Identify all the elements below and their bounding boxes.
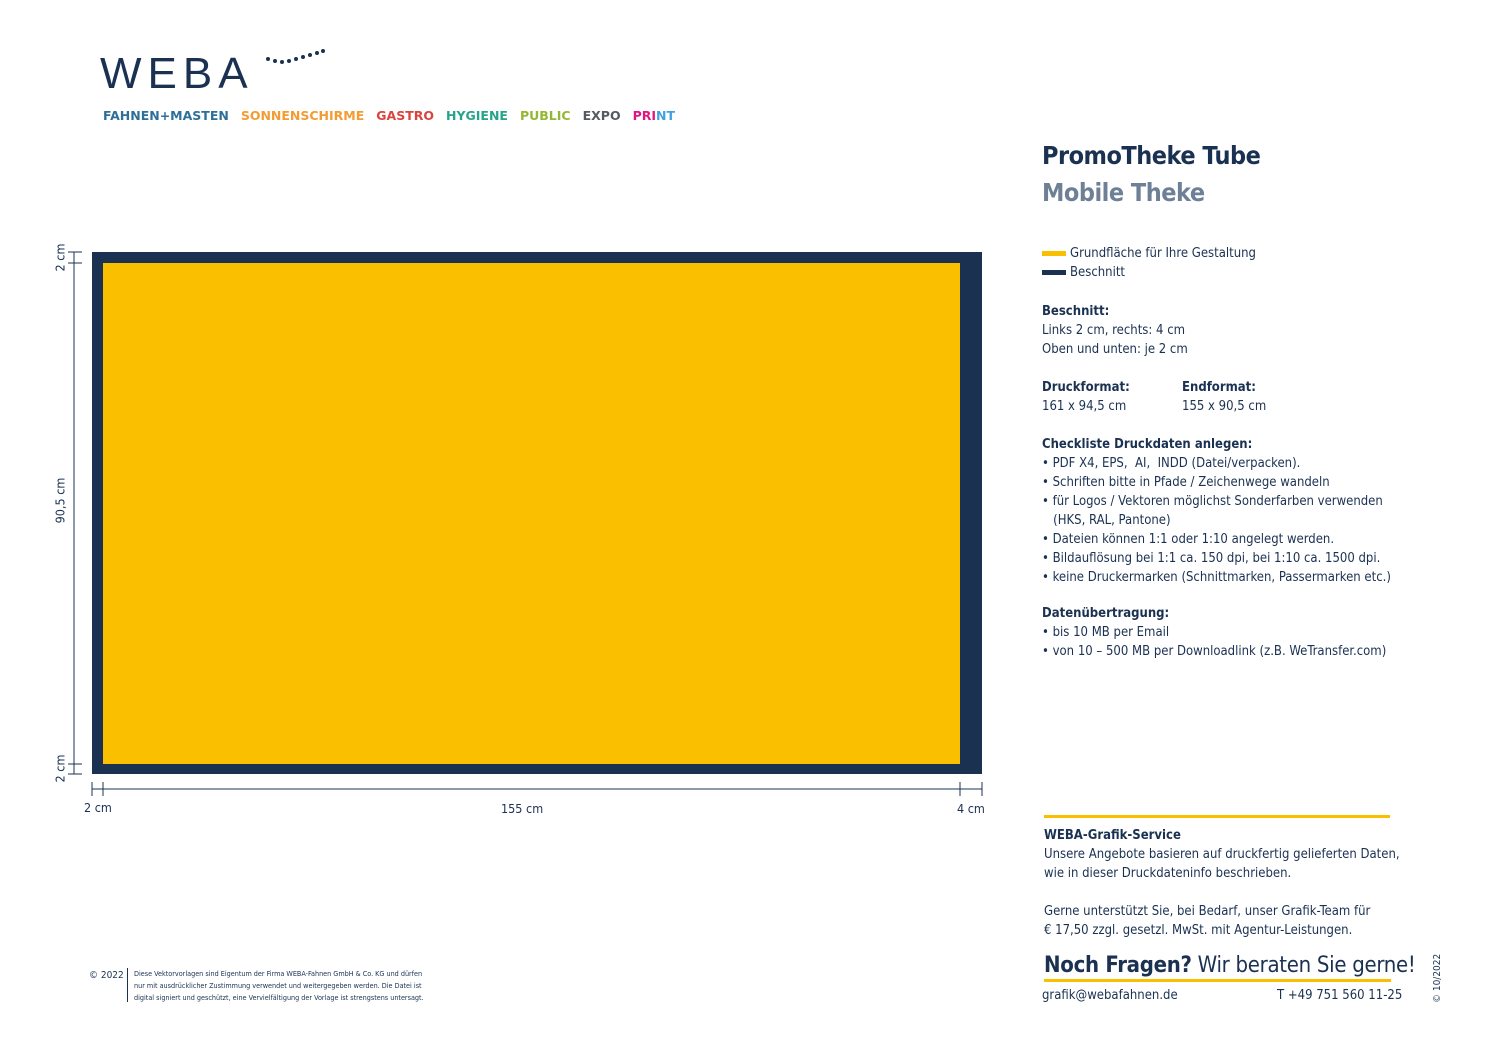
service-line: € 17,50 zzgl. gesetzl. MwSt. mit Agentur-Leistungen. bbox=[1044, 923, 1353, 938]
category-public: PUBLIC bbox=[519, 108, 571, 123]
endformat-heading: Endformat: bbox=[1182, 380, 1256, 395]
product-title: PromoTheke Tube bbox=[1042, 141, 1261, 170]
dim-width-label: 155 cm bbox=[501, 801, 544, 816]
checklist-item: • PDF X4, EPS, AI, INDD (Datei/verpacken). bbox=[1042, 456, 1301, 471]
checklist-block bbox=[1042, 435, 1391, 587]
legal-line: nur mit ausdrücklicher Zustimmung verwendet und weitergegeben werden. Die Datei ist bbox=[134, 981, 422, 990]
transfer-item: • von 10 – 500 MB per Downloadlink (z.B. WeTransfer.com) bbox=[1042, 644, 1387, 659]
transfer-item: • bis 10 MB per Email bbox=[1042, 625, 1170, 640]
service-separator bbox=[1044, 815, 1390, 818]
druckformat-block bbox=[1042, 378, 1130, 416]
service-heading: WEBA-Grafik-Service bbox=[1044, 828, 1181, 843]
dim-left-label: 2 cm bbox=[84, 800, 112, 815]
product-subtitle: Mobile Theke bbox=[1042, 178, 1205, 207]
category-fahnenmasten: FAHNEN+MASTEN bbox=[103, 108, 229, 123]
legend-bleed-swatch bbox=[1042, 270, 1066, 275]
legend-design-label: Grundfläche für Ihre Gestaltung bbox=[1070, 246, 1256, 261]
beschnitt-heading: Beschnitt: bbox=[1042, 304, 1110, 319]
contact-email[interactable]: grafik@webafahnen.de bbox=[1042, 988, 1178, 1003]
dim-right-label: 4 cm bbox=[957, 801, 985, 816]
contact-phone[interactable]: T +49 751 560 11-25 bbox=[1277, 988, 1403, 1003]
druckformat-value: 161 x 94,5 cm bbox=[1042, 399, 1127, 414]
service-line: Gerne unterstützt Sie, bei Bedarf, unser Grafik-Team für bbox=[1044, 904, 1371, 919]
footer-divider bbox=[127, 968, 128, 1002]
legend-bleed-label: Beschnitt bbox=[1070, 265, 1125, 280]
footer-copyright: © 2022 bbox=[89, 970, 124, 981]
service-line bbox=[1044, 883, 1400, 902]
dim-top-label: 2 cm bbox=[52, 243, 68, 272]
dim-bottom-label: 2 cm bbox=[52, 754, 68, 783]
endformat-value: 155 x 90,5 cm bbox=[1182, 399, 1267, 414]
question-bold: Noch Fragen? bbox=[1044, 953, 1192, 978]
weba-logo: WEBA bbox=[100, 49, 254, 98]
endformat-block bbox=[1182, 378, 1266, 416]
checklist-item: • Dateien können 1:1 oder 1:10 angelegt werden. bbox=[1042, 532, 1335, 547]
dim-height-label: 90,5 cm bbox=[52, 477, 68, 524]
checklist-item: • keine Druckermarken (Schnittmarken, Passermarken etc.) bbox=[1042, 570, 1391, 585]
checklist-item: • Schriften bitte in Pfade / Zeichenwege wandeln bbox=[1042, 475, 1330, 490]
checklist-item: • für Logos / Vektoren möglichst Sonderfarben verwenden bbox=[1042, 494, 1383, 509]
category-pri: PRI bbox=[632, 108, 657, 123]
category-gastro: GASTRO bbox=[376, 108, 434, 123]
footer-legal bbox=[134, 968, 424, 1004]
beschnitt-line1: Links 2 cm, rechts: 4 cm bbox=[1042, 323, 1186, 338]
version-label: © 10/2022 bbox=[1432, 953, 1443, 1003]
druckformat-heading: Druckformat: bbox=[1042, 380, 1130, 395]
category-expo: EXPO bbox=[582, 108, 621, 123]
service-block bbox=[1044, 826, 1400, 940]
category-hygiene: HYGIENE bbox=[446, 108, 508, 123]
service-line: Unsere Angebote basieren auf druckfertig gelieferten Daten, bbox=[1044, 847, 1400, 862]
beschnitt-line2: Oben und unten: je 2 cm bbox=[1042, 342, 1188, 357]
category-nt: NT bbox=[656, 108, 676, 123]
legal-line: Diese Vektorvorlagen sind Eigentum der Firma WEBA-Fahnen GmbH & Co. KG und dürfen bbox=[134, 969, 423, 978]
category-sonnenschirme: SONNENSCHIRME bbox=[240, 108, 365, 123]
checklist-item: • Bildauflösung bei 1:1 ca. 150 dpi, bei 1:10 ca. 1500 dpi. bbox=[1042, 551, 1381, 566]
legend-design-swatch bbox=[1042, 251, 1066, 256]
checklist-heading: Checkliste Druckdaten anlegen: bbox=[1042, 437, 1253, 452]
question-headline bbox=[1044, 953, 1416, 978]
checklist-item: (HKS, RAL, Pantone) bbox=[1042, 513, 1171, 528]
question-rest: Wir beraten Sie gerne! bbox=[1191, 953, 1416, 978]
transfer-heading: Datenübertragung: bbox=[1042, 606, 1170, 621]
service-line: wie in dieser Druckdateninfo beschrieben. bbox=[1044, 866, 1292, 881]
question-underline bbox=[1044, 979, 1391, 982]
legal-line: digital signiert und geschützt, eine Vervielfältigung der Vorlage ist strengstens untersagt. bbox=[134, 993, 424, 1002]
transfer-block bbox=[1042, 604, 1386, 661]
beschnitt-block bbox=[1042, 302, 1188, 359]
